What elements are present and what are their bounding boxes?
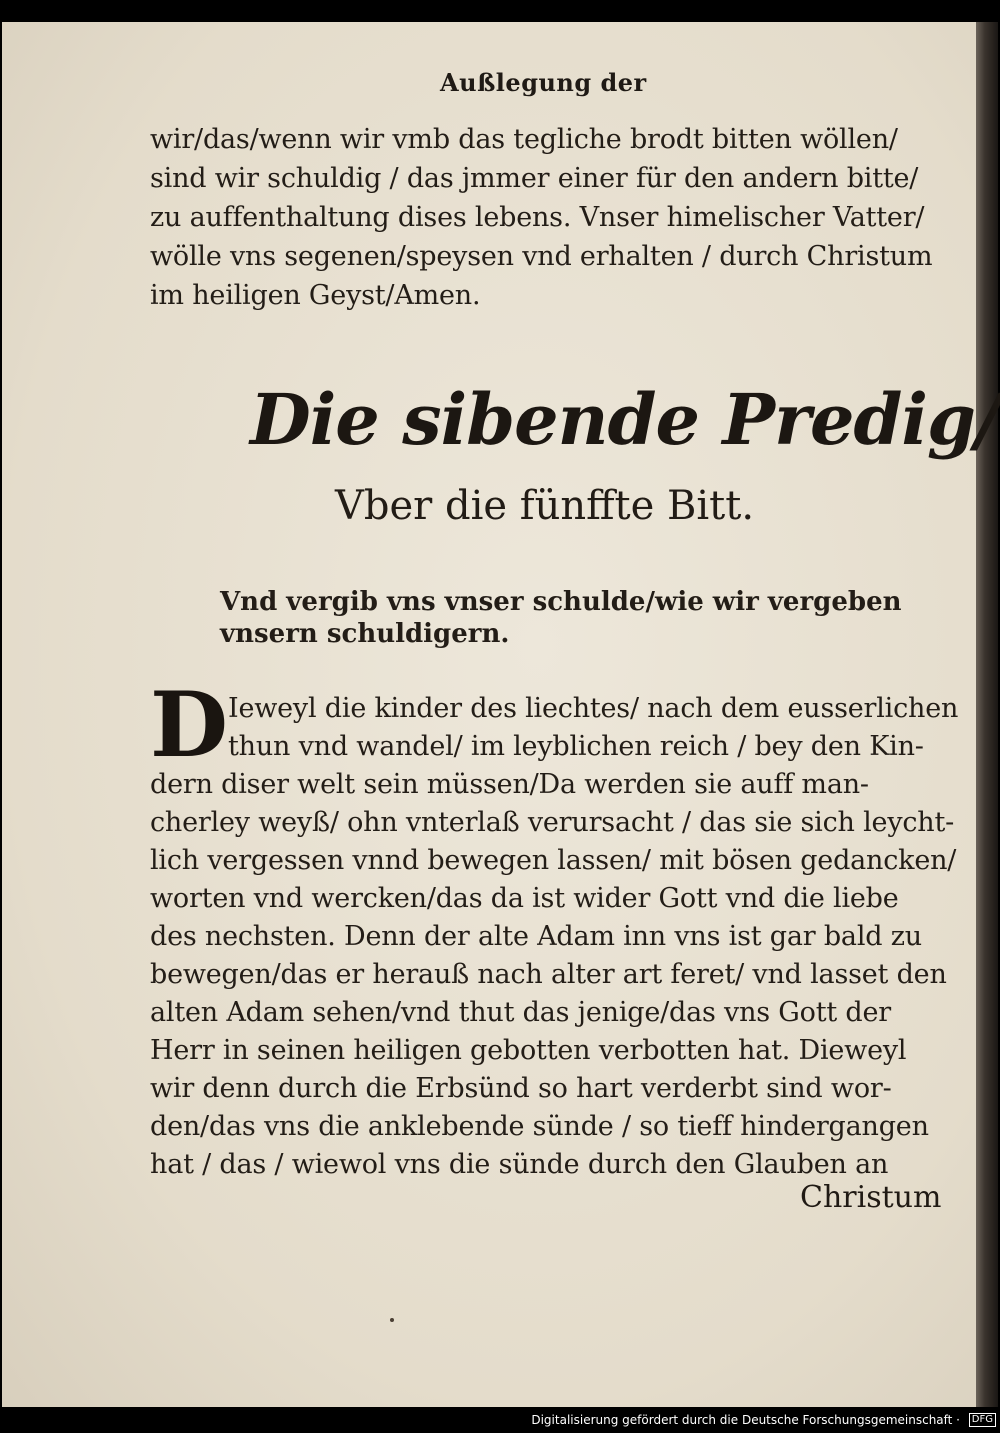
text-line: Vnd vergib vns vnser schulde/wie wir vergeben bbox=[220, 587, 902, 617]
sermon-subtitle: Vber die fünffte Bitt. bbox=[335, 483, 755, 529]
sermon-title: Die sibende Predig/ bbox=[250, 378, 1000, 461]
text-line: alten Adam sehen/vnd thut das jenige/das vns Gott der bbox=[150, 997, 891, 1028]
text-line: den/das vns die anklebende sünde / so tieff hindergangen bbox=[150, 1111, 929, 1142]
text-line: dern diser welt sein müssen/Da werden sie auff man- bbox=[150, 769, 869, 800]
text-line: bewegen/das er herauß nach alter art feret/ vnd lasset den bbox=[150, 959, 947, 990]
scripture-verse bbox=[220, 586, 902, 650]
text-line: wir denn durch die Erbsünd so hart verderbt sind wor- bbox=[150, 1073, 892, 1104]
text-line: Herr in seinen heiligen gebotten verbotten hat. Dieweyl bbox=[150, 1035, 907, 1066]
body-paragraph bbox=[150, 690, 958, 1184]
text-line: des nechsten. Denn der alte Adam inn vns ist gar bald zu bbox=[150, 921, 922, 952]
catchword: Christum bbox=[800, 1180, 942, 1215]
text-line: vnsern schuldigern. bbox=[220, 619, 510, 649]
text-line: lich vergessen vnnd bewegen lassen/ mit bösen gedancken/ bbox=[150, 845, 957, 876]
text-line: worten vnd wercken/das da ist wider Gott vnd die liebe bbox=[150, 883, 899, 914]
text-line: thun vnd wandel/ im leyblichen reich / bey den Kin- bbox=[228, 731, 924, 762]
page-edge bbox=[976, 22, 998, 1407]
text-line: im heiligen Geyst/Amen. bbox=[150, 280, 481, 311]
ink-spot bbox=[390, 1318, 394, 1322]
text-line: cherley weyß/ ohn vnterlaß verursacht / das sie sich leycht- bbox=[150, 807, 955, 838]
intro-paragraph bbox=[150, 120, 932, 315]
text-line: sind wir schuldig / das jmmer einer für den andern bitte/ bbox=[150, 163, 919, 194]
footer-credit: Digitalisierung gefördert durch die Deutsche Forschungsgemeinschaft · bbox=[531, 1413, 960, 1427]
running-head: Außlegung der bbox=[440, 68, 647, 97]
drop-cap: D bbox=[150, 672, 229, 778]
text-line: wölle vns segenen/speysen vnd erhalten / durch Christum bbox=[150, 241, 933, 272]
text-line: Ieweyl die kinder des liechtes/ nach dem eusserlichen bbox=[228, 693, 959, 724]
dfg-logo: DFG bbox=[969, 1413, 996, 1427]
text-line: zu auffenthaltung dises lebens. Vnser himelischer Vatter/ bbox=[150, 202, 925, 233]
text-line: wir/das/wenn wir vmb das tegliche brodt bitten wöllen/ bbox=[150, 124, 898, 155]
text-line: hat / das / wiewol vns die sünde durch den Glauben an bbox=[150, 1149, 889, 1180]
